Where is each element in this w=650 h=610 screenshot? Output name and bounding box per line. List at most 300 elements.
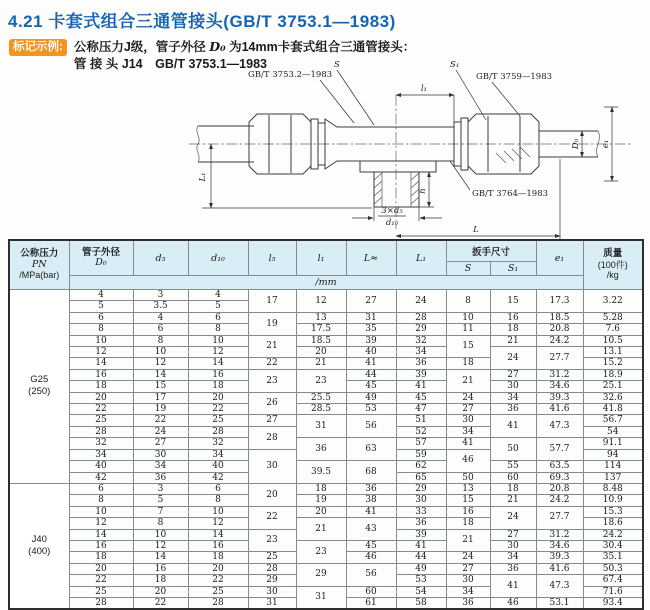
table-cell: 33	[396, 506, 446, 517]
table-cell: 28	[69, 426, 133, 437]
table-cell: 28.5	[296, 404, 346, 415]
table-row	[9, 563, 643, 574]
table-cell: 19	[296, 495, 346, 506]
table-cell: 20	[188, 563, 248, 574]
table-row	[9, 438, 643, 449]
table-cell: 6	[69, 483, 133, 494]
table-cell: 27	[446, 563, 490, 574]
table-cell: 29	[396, 324, 446, 335]
table-cell: 5	[188, 301, 248, 312]
table-cell: 27	[490, 529, 536, 540]
table-cell: 51	[396, 415, 446, 426]
col-l5: l₅	[248, 240, 296, 276]
table-cell: 18.9	[583, 369, 643, 380]
table-cell: 14	[133, 552, 188, 563]
table-cell: 25.5	[296, 392, 346, 403]
technical-drawing	[8, 59, 642, 239]
table-cell: 30	[490, 381, 536, 392]
table-cell: 57	[396, 438, 446, 449]
table-cell: 5	[133, 495, 188, 506]
table-cell: 27	[446, 404, 490, 415]
table-row	[9, 483, 643, 494]
table-cell: 21	[490, 335, 536, 346]
table-cell: 19	[248, 312, 296, 335]
table-cell: 30	[248, 586, 296, 597]
table-cell: 32	[396, 335, 446, 346]
table-cell: 53	[396, 575, 446, 586]
table-cell: 18.5	[296, 335, 346, 346]
gb-bottom-label: GB/T 3764—1983	[472, 189, 549, 199]
table-cell: 60	[346, 586, 396, 597]
table-cell: 15.2	[583, 358, 643, 369]
table-cell: 44	[396, 552, 446, 563]
table-row	[9, 495, 643, 506]
table-cell: 18	[69, 552, 133, 563]
table-cell: 34.6	[536, 540, 583, 551]
table-cell: 15	[446, 335, 490, 358]
table-cell: 50	[446, 472, 490, 483]
table-cell: 31.2	[536, 529, 583, 540]
table-cell: 24	[446, 552, 490, 563]
D0-dim-label: D₀	[571, 138, 581, 150]
table-cell: 45	[346, 381, 396, 392]
table-cell: 17	[248, 290, 296, 313]
table-cell: 5	[69, 301, 133, 312]
table-cell: 42	[69, 472, 133, 483]
table-row	[9, 324, 643, 335]
table-row	[9, 290, 643, 301]
table-cell: 16	[490, 312, 536, 323]
table-cell: 39.5	[296, 461, 346, 484]
table-cell: 34	[446, 426, 490, 437]
table-cell: 14	[133, 369, 188, 380]
table-cell: 23	[248, 369, 296, 392]
table-cell: 18	[296, 483, 346, 494]
table-cell: 46	[346, 552, 396, 563]
table-cell: 54	[583, 426, 643, 437]
table-cell: 35	[346, 324, 396, 335]
table-cell: 34	[490, 552, 536, 563]
gb-bottom-leader	[450, 161, 470, 190]
table-cell: 25	[69, 586, 133, 597]
table-cell: 114	[583, 461, 643, 472]
table-cell: 61	[346, 597, 396, 609]
table-cell: 30	[490, 540, 536, 551]
example-line2: 管 接 头 J14 GB/T 3753.1—1983	[73, 57, 267, 71]
table-cell: 30	[248, 449, 296, 483]
h-dim-label: h	[418, 188, 428, 194]
table-cell: 50	[490, 438, 536, 461]
bottom-leg	[374, 172, 419, 207]
table-cell: 34	[396, 347, 446, 358]
table-cell: 29	[396, 483, 446, 494]
table-cell: 39.3	[536, 392, 583, 403]
table-cell: 12	[69, 347, 133, 358]
table-cell: 34	[188, 449, 248, 460]
table-cell: 27.7	[536, 347, 583, 370]
table-cell: 41	[396, 381, 446, 392]
table-cell: 10	[188, 335, 248, 346]
col-L1: L₁	[396, 240, 446, 276]
table-cell: 47	[396, 404, 446, 415]
table-cell: 24.2	[583, 529, 643, 540]
table-cell: 30	[133, 449, 188, 460]
table-cell: 34.6	[536, 381, 583, 392]
table-cell: 22	[188, 575, 248, 586]
table-cell: 20.8	[536, 483, 583, 494]
table-cell: 21	[446, 529, 490, 552]
table-cell: 16	[188, 540, 248, 551]
table-cell: 19	[133, 404, 188, 415]
table-cell: 20	[69, 392, 133, 403]
table-cell: 13	[296, 312, 346, 323]
s1-label: S₁	[450, 60, 460, 70]
table-cell: 49	[346, 392, 396, 403]
table-cell: 59	[396, 449, 446, 460]
table-cell: 47.3	[536, 575, 583, 598]
table-cell: 18.6	[583, 518, 643, 529]
table-cell: 23	[248, 529, 296, 552]
table-cell: 39	[396, 529, 446, 540]
table-cell: 10	[133, 347, 188, 358]
table-cell: 17	[133, 392, 188, 403]
table-cell: 6	[188, 483, 248, 494]
table-cell: 56.7	[583, 415, 643, 426]
group-label: J40 (400)	[9, 483, 69, 609]
table-cell: 8	[133, 518, 188, 529]
table-cell: 6	[188, 312, 248, 323]
table-cell: 20	[296, 347, 346, 358]
col-wrench: 扳手尺寸	[446, 240, 536, 262]
gb-left-label: GB/T 3753.2—1983	[248, 70, 333, 80]
table-cell: 32	[69, 438, 133, 449]
table-cell: 41	[490, 575, 536, 598]
table-row	[9, 335, 643, 346]
table-cell: 13	[446, 483, 490, 494]
table-cell: 41	[346, 506, 396, 517]
fitting-drawing-svg	[184, 59, 650, 245]
table-cell: 20	[133, 586, 188, 597]
table-cell: 63.5	[536, 461, 583, 472]
table-cell: 8	[133, 335, 188, 346]
table-cell: 10.9	[583, 495, 643, 506]
table-cell: 30	[446, 415, 490, 426]
table-cell: 93.4	[583, 597, 643, 609]
table-cell: 18	[490, 483, 536, 494]
table-cell: 25	[248, 552, 296, 563]
col-d10: d₁₀	[188, 240, 248, 276]
table-cell: 17.5	[296, 324, 346, 335]
e1-dim-label: e₁	[601, 139, 611, 149]
table-cell: 43	[346, 518, 396, 541]
table-cell: 12	[296, 290, 346, 313]
table-cell: 12	[188, 347, 248, 358]
table-cell: 10.5	[583, 335, 643, 346]
table-row	[9, 312, 643, 323]
s-leader	[337, 70, 374, 125]
table-cell: 18	[188, 552, 248, 563]
table-cell: 16	[69, 369, 133, 380]
table-cell: 18.5	[536, 312, 583, 323]
table-row	[9, 506, 643, 517]
table-cell: 40	[69, 461, 133, 472]
table-cell: 47.3	[536, 415, 583, 438]
table-cell: 5.28	[583, 312, 643, 323]
table-cell: 21	[446, 369, 490, 392]
table-cell: 10	[446, 312, 490, 323]
table-cell: 24.2	[536, 495, 583, 506]
l1-dim-label: l₁	[420, 84, 428, 94]
table-cell: 22	[188, 404, 248, 415]
table-cell: 55	[490, 461, 536, 472]
table-cell: 34	[69, 449, 133, 460]
table-cell: 11	[446, 324, 490, 335]
example-line1: 公称压力J级，管子外径 D₀ 为14mm卡套式组合三通管接头：	[73, 39, 416, 54]
table-row	[9, 369, 643, 380]
table-cell: 69.3	[536, 472, 583, 483]
table-cell: 23	[296, 540, 346, 563]
table-cell: 36	[490, 404, 536, 415]
table-cell: 30.4	[583, 540, 643, 551]
table-cell: 8.48	[583, 483, 643, 494]
table-cell: 31	[296, 415, 346, 438]
table-cell: 18	[133, 575, 188, 586]
col-e1: e₁	[536, 240, 583, 276]
table-cell: 3.5	[133, 301, 188, 312]
table-cell: 46	[446, 449, 490, 472]
col-d0: 管子外径 D₀	[69, 240, 133, 276]
gb-left-leader	[320, 80, 354, 123]
table-cell: 24.2	[536, 335, 583, 346]
table-cell: 29	[248, 575, 296, 586]
table-cell: 22	[248, 358, 296, 369]
table-cell: 62	[396, 461, 446, 472]
table-cell: 3	[133, 290, 188, 301]
table-cell: 18	[188, 381, 248, 392]
table-cell: 41	[346, 358, 396, 369]
table-cell: 14	[188, 529, 248, 540]
table-cell: 32	[188, 438, 248, 449]
table-cell: 36	[396, 518, 446, 529]
table-cell: 3.22	[583, 290, 643, 313]
table-cell: 24	[133, 426, 188, 437]
table-cell: 41	[446, 438, 490, 449]
table-row	[9, 461, 643, 472]
table-cell: 15	[490, 290, 536, 313]
table-cell: 36	[446, 597, 490, 609]
table-cell: 27	[248, 415, 296, 426]
table-cell: 52	[396, 426, 446, 437]
table-cell: 15	[133, 381, 188, 392]
table-cell: 54	[396, 586, 446, 597]
table-cell: 27	[490, 369, 536, 380]
table-cell: 30	[446, 575, 490, 586]
group-label: G25 (250)	[9, 290, 69, 484]
table-cell: 36	[346, 483, 396, 494]
table-cell: 56	[346, 415, 396, 438]
table-cell: 21	[248, 335, 296, 358]
table-cell: 15	[446, 495, 490, 506]
table-cell: 22	[133, 597, 188, 609]
table-cell: 4	[188, 290, 248, 301]
table-cell: 41	[396, 540, 446, 551]
table-cell: 25	[188, 415, 248, 426]
table-cell: 24	[490, 347, 536, 370]
table-cell: 40	[346, 347, 396, 358]
table-cell: 57.7	[536, 438, 583, 461]
table-cell: 26	[248, 392, 296, 415]
table-cell: 36	[133, 472, 188, 483]
table-cell: 16	[188, 369, 248, 380]
table-cell: 3	[133, 483, 188, 494]
table-cell: 27.7	[536, 506, 583, 529]
table-cell: 39.3	[536, 552, 583, 563]
table-cell: 40	[188, 461, 248, 472]
table-cell: 44	[346, 369, 396, 380]
table-cell: 42	[188, 472, 248, 483]
table-cell: 8	[188, 324, 248, 335]
table-cell: 20	[188, 392, 248, 403]
table-cell: 49	[396, 563, 446, 574]
s-label: S	[334, 60, 340, 70]
table-cell: 4	[69, 290, 133, 301]
table-cell: 17.3	[536, 290, 583, 313]
table-cell: 6	[133, 324, 188, 335]
table-row	[9, 404, 643, 415]
col-d5: d₅	[133, 240, 188, 276]
table-cell: 14	[69, 358, 133, 369]
table-cell: 31	[296, 586, 346, 609]
table-cell: 14	[188, 358, 248, 369]
table-row	[9, 415, 643, 426]
leg-shoulder	[360, 161, 436, 172]
example-badge: 标记示例:	[9, 39, 67, 56]
col-mass: 质量 (100件) /kg	[583, 240, 643, 290]
col-s1: S₁	[490, 262, 536, 276]
table-cell: 24	[490, 506, 536, 529]
table-cell: 32.6	[583, 392, 643, 403]
table-cell: 46	[490, 597, 536, 609]
table-cell: 22	[69, 575, 133, 586]
table-cell: 45	[396, 392, 446, 403]
col-L: L≈	[346, 240, 396, 276]
unit-row: /mm	[69, 276, 583, 290]
table-cell: 71.6	[583, 586, 643, 597]
table-cell: 12	[133, 358, 188, 369]
table-cell: 21	[296, 358, 346, 369]
table-cell: 16	[69, 540, 133, 551]
table-cell: 22	[133, 415, 188, 426]
table-cell: 65	[396, 472, 446, 483]
leg-bore	[382, 172, 411, 207]
table-cell: 58	[396, 597, 446, 609]
gb-right-leader	[492, 82, 520, 116]
table-cell: 6	[69, 312, 133, 323]
table-cell: 45	[346, 540, 396, 551]
table-cell: 10	[188, 506, 248, 517]
ferrule-hatch	[496, 147, 530, 163]
table-cell: 34	[490, 392, 536, 403]
table-cell: 25	[69, 415, 133, 426]
table-cell: 12	[188, 518, 248, 529]
table-cell: 28	[248, 426, 296, 449]
table-cell: 56	[346, 563, 396, 586]
table-cell: 28	[69, 597, 133, 609]
table-cell: 25.1	[583, 381, 643, 392]
table-cell: 68	[346, 461, 396, 484]
table-cell: 20	[296, 506, 346, 517]
table-cell: 12	[69, 518, 133, 529]
table-cell: 31.2	[536, 369, 583, 380]
table-cell: 31	[248, 597, 296, 609]
table-cell: 34	[133, 461, 188, 472]
table-cell: 38	[346, 495, 396, 506]
table-cell: 16	[446, 506, 490, 517]
table-cell: 8	[69, 495, 133, 506]
table-cell: 24	[446, 392, 490, 403]
table-cell: 91.1	[583, 438, 643, 449]
table-cell: 14	[69, 529, 133, 540]
L-dim-label: L	[473, 225, 479, 235]
table-cell: 50.3	[583, 563, 643, 574]
page-title: 4.21 卡套式组合三通管接头(GB/T 3753.1—1983)	[8, 12, 396, 31]
table-cell: 53.1	[536, 597, 583, 609]
table-cell: 137	[583, 472, 643, 483]
table-cell: 22	[69, 404, 133, 415]
table-cell: 4	[133, 312, 188, 323]
d5-dim-label: 3×d₅	[381, 206, 403, 216]
table-cell: 20.8	[536, 324, 583, 335]
table-cell: 8	[188, 495, 248, 506]
table-cell: 94	[583, 449, 643, 460]
table-cell: 39	[396, 369, 446, 380]
d10-dim-label: d₁₀	[385, 218, 399, 228]
table-cell: 23	[296, 369, 346, 392]
table-cell: 25	[188, 586, 248, 597]
table-cell: 36	[490, 563, 536, 574]
table-cell: 53	[346, 404, 396, 415]
table-cell: 20	[248, 483, 296, 506]
table-cell: 63	[346, 438, 396, 461]
table-row	[9, 347, 643, 358]
table-cell: 31	[346, 312, 396, 323]
L1-dim-label: L₁	[198, 172, 208, 182]
table-cell: 8	[69, 324, 133, 335]
table-cell: 8	[446, 290, 490, 313]
table-cell: 41.6	[536, 404, 583, 415]
table-cell: 28	[396, 312, 446, 323]
table-cell: 35.1	[583, 552, 643, 563]
table-row	[9, 392, 643, 403]
table-cell: 20	[69, 563, 133, 574]
table-row	[9, 540, 643, 551]
table-cell: 16	[133, 563, 188, 574]
table-cell: 18	[69, 381, 133, 392]
table-cell: 41.8	[583, 404, 643, 415]
table-cell: 60	[490, 472, 536, 483]
table-cell: 36	[296, 438, 346, 461]
table-cell: 24	[396, 290, 446, 313]
table-cell: 29	[296, 563, 346, 586]
table-cell: 7	[133, 506, 188, 517]
table-cell: 12	[133, 540, 188, 551]
table-cell: 28	[188, 426, 248, 437]
table-cell: 7.6	[583, 324, 643, 335]
table-cell: 13.1	[583, 347, 643, 358]
table-cell: 41.6	[536, 563, 583, 574]
table-cell: 67.4	[583, 575, 643, 586]
table-cell: 21	[490, 495, 536, 506]
